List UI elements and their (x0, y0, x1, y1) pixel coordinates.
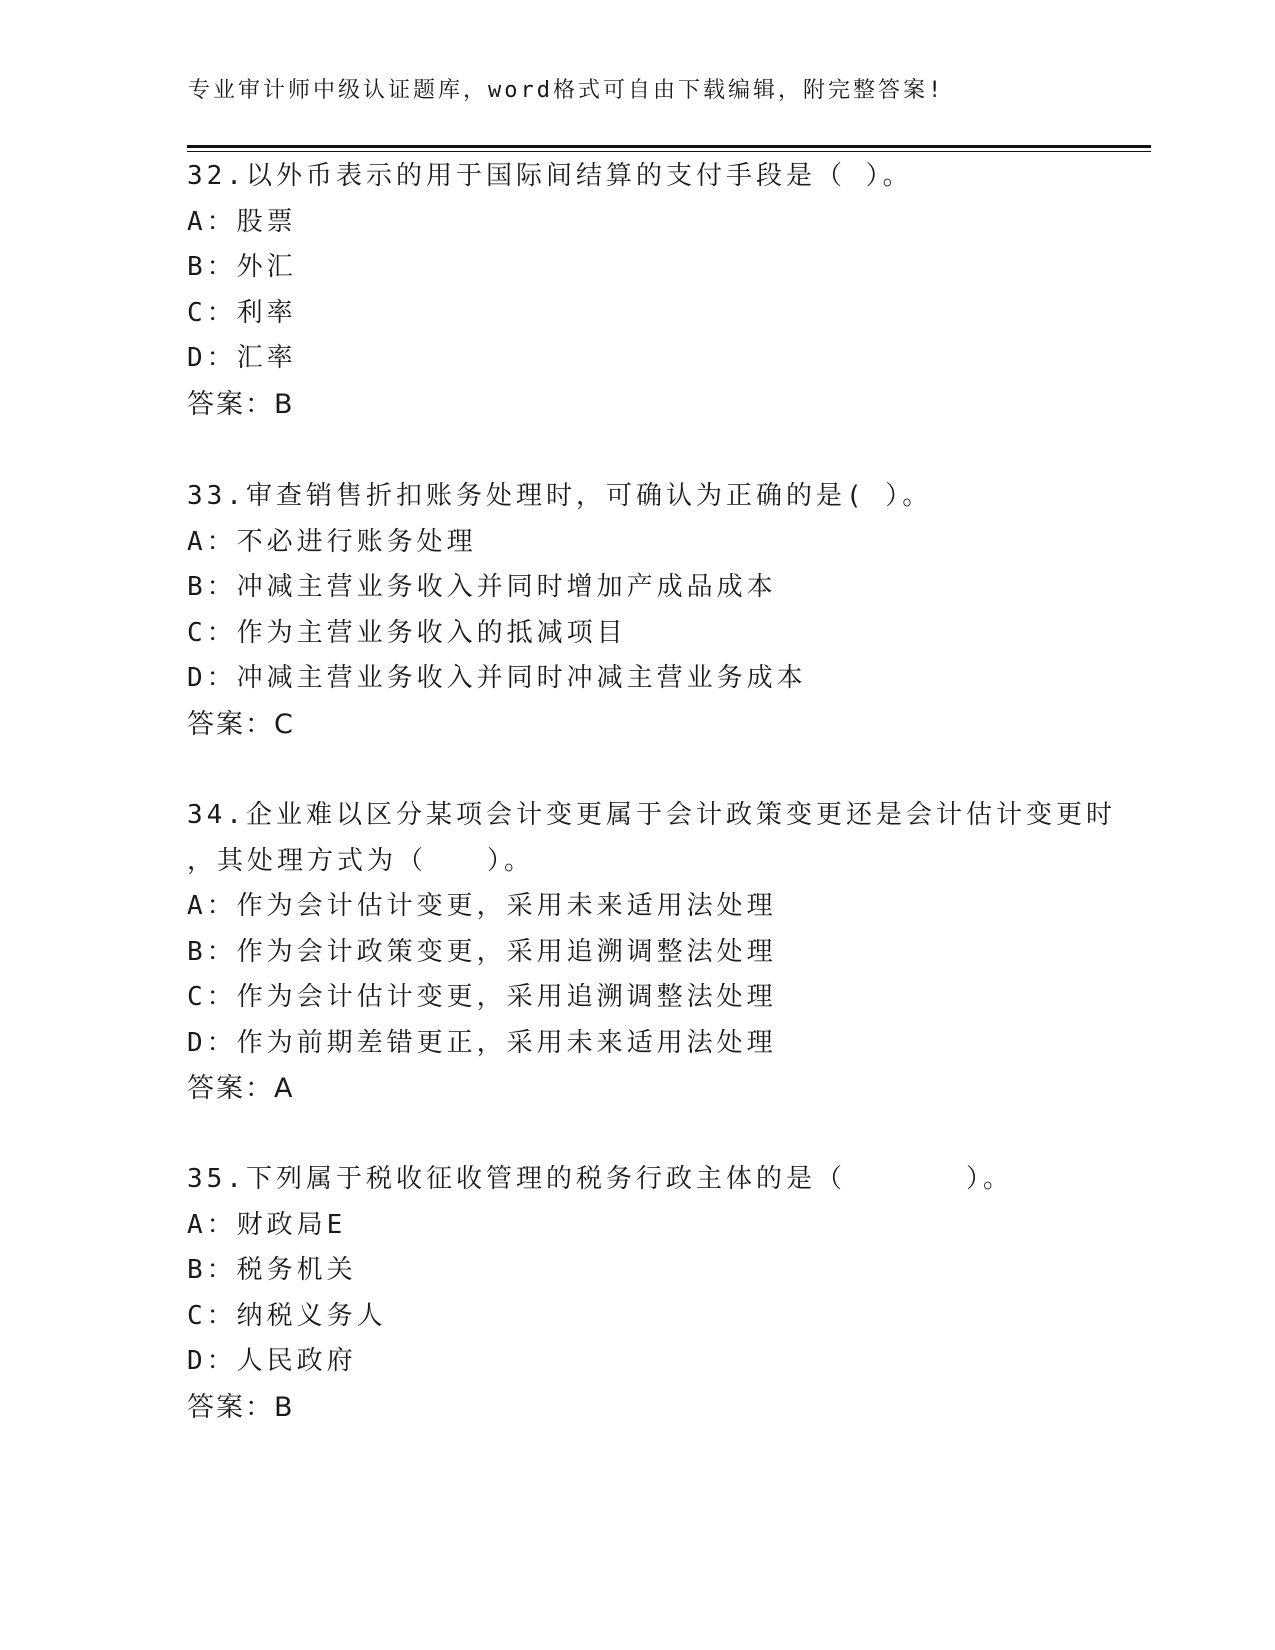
answer: 答案：B (187, 1391, 295, 1423)
option-d: D：冲减主营业务收入并同时冲减主营业务成本 (187, 663, 807, 693)
option-c: C：利率 (187, 297, 297, 328)
option-a: A：作为会计估计变更，采用未来适用法处理 (187, 891, 777, 921)
option-c: C：纳税义务人 (187, 1300, 387, 1331)
option-b: B：冲减主营业务收入并同时增加产成品成本 (187, 572, 777, 602)
option-c: C：作为会计估计变更，采用追溯调整法处理 (187, 982, 777, 1012)
question-35 (187, 1157, 1087, 1430)
option-a: A：财政局E (187, 1209, 347, 1240)
option-c: C：作为主营业务收入的抵减项目 (187, 617, 627, 648)
question-stem: 32.以外币表示的用于国际间结算的支付手段是（ ）。 (187, 161, 913, 191)
question-stem: 33.审查销售折扣账务处理时，可确认为正确的是( ）。 (187, 481, 933, 511)
question-stem: 34.企业难以区分某项会计变更属于会计政策变更还是会计估计变更时 (187, 800, 1116, 830)
question-stem: 35.下列属于税收征收管理的税务行政主体的是（ ）。 (187, 1164, 1013, 1194)
answer: 答案：B (187, 388, 295, 420)
question-34 (187, 793, 1116, 1112)
option-d: D：作为前期差错更正，采用未来适用法处理 (187, 1027, 777, 1058)
option-d: D：人民政府 (187, 1346, 357, 1376)
option-b: B：外汇 (187, 252, 297, 282)
question-32 (187, 154, 1087, 427)
header-rule-thick (187, 145, 1151, 148)
page-header: 专业审计师中级认证题库，word格式可自由下载编辑，附完整答案! (188, 78, 945, 103)
option-b: B：作为会计政策变更，采用追溯调整法处理 (187, 936, 777, 967)
answer: 答案：A (187, 1073, 295, 1104)
question-stem-continued: ，其处理方式为（ ）。 (187, 845, 535, 876)
option-a: A：股票 (187, 206, 297, 237)
option-d: D：汇率 (187, 343, 297, 373)
question-33 (187, 474, 1087, 747)
header-rule-thin (187, 151, 1151, 152)
answer: 答案：C (187, 708, 295, 740)
option-b: B：税务机关 (187, 1255, 357, 1285)
option-a: A：不必进行账务处理 (187, 526, 477, 557)
